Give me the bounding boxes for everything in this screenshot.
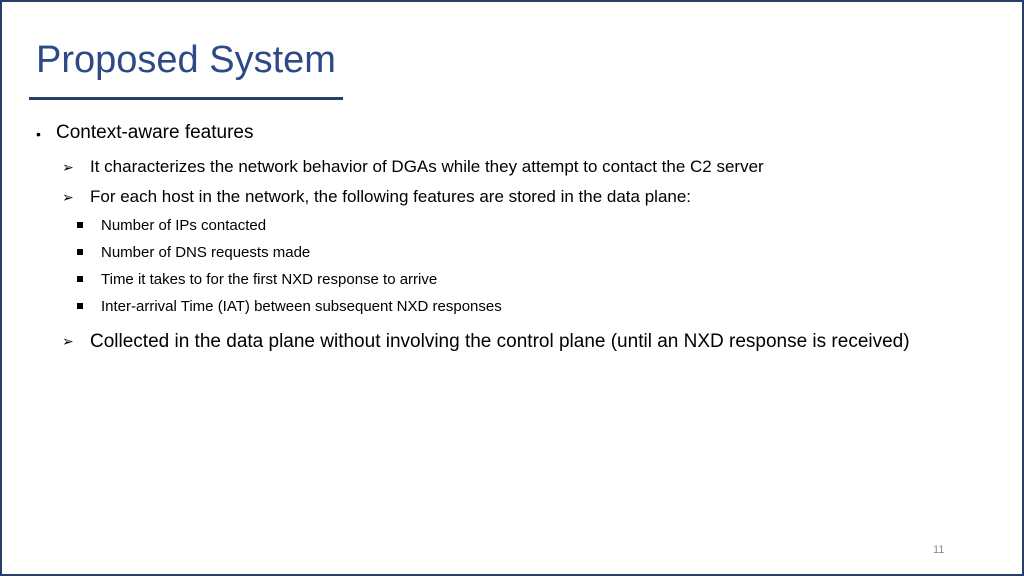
square-bullet-icon [77,249,83,255]
feature-text: Number of DNS requests made [101,244,311,261]
square-bullet-icon [77,303,83,309]
feature-text: Inter-arrival Time (IAT) between subsequent NXD responses [101,298,502,315]
feature-text: Time it takes to for the first NXD response to arrive [101,271,438,288]
sub-bullet-text: For each host in the network, the following features are stored in the data plane: [90,187,692,206]
square-bullet-icon [77,222,83,228]
slide-title: Proposed System [36,39,336,81]
arrow-bullet-icon: ➢ [62,333,74,349]
arrow-bullet-icon: ➢ [62,159,74,175]
bullet-dot-icon: • [36,126,41,142]
bullet-text: Context-aware features [56,122,254,143]
sub-bullet-text: It characterizes the network behavior of DGAs while they attempt to contact the C2 server [90,157,764,176]
title-underline [29,97,343,100]
square-bullet-icon [77,276,83,282]
arrow-bullet-icon: ➢ [62,189,74,205]
feature-text: Number of IPs contacted [101,217,267,234]
page-number: 11 [933,544,945,556]
sub-bullet-data-plane-collection [62,327,991,356]
sub-bullet-text: Collected in the data plane without involving the control plane (until an NXD response is received) [90,331,910,352]
